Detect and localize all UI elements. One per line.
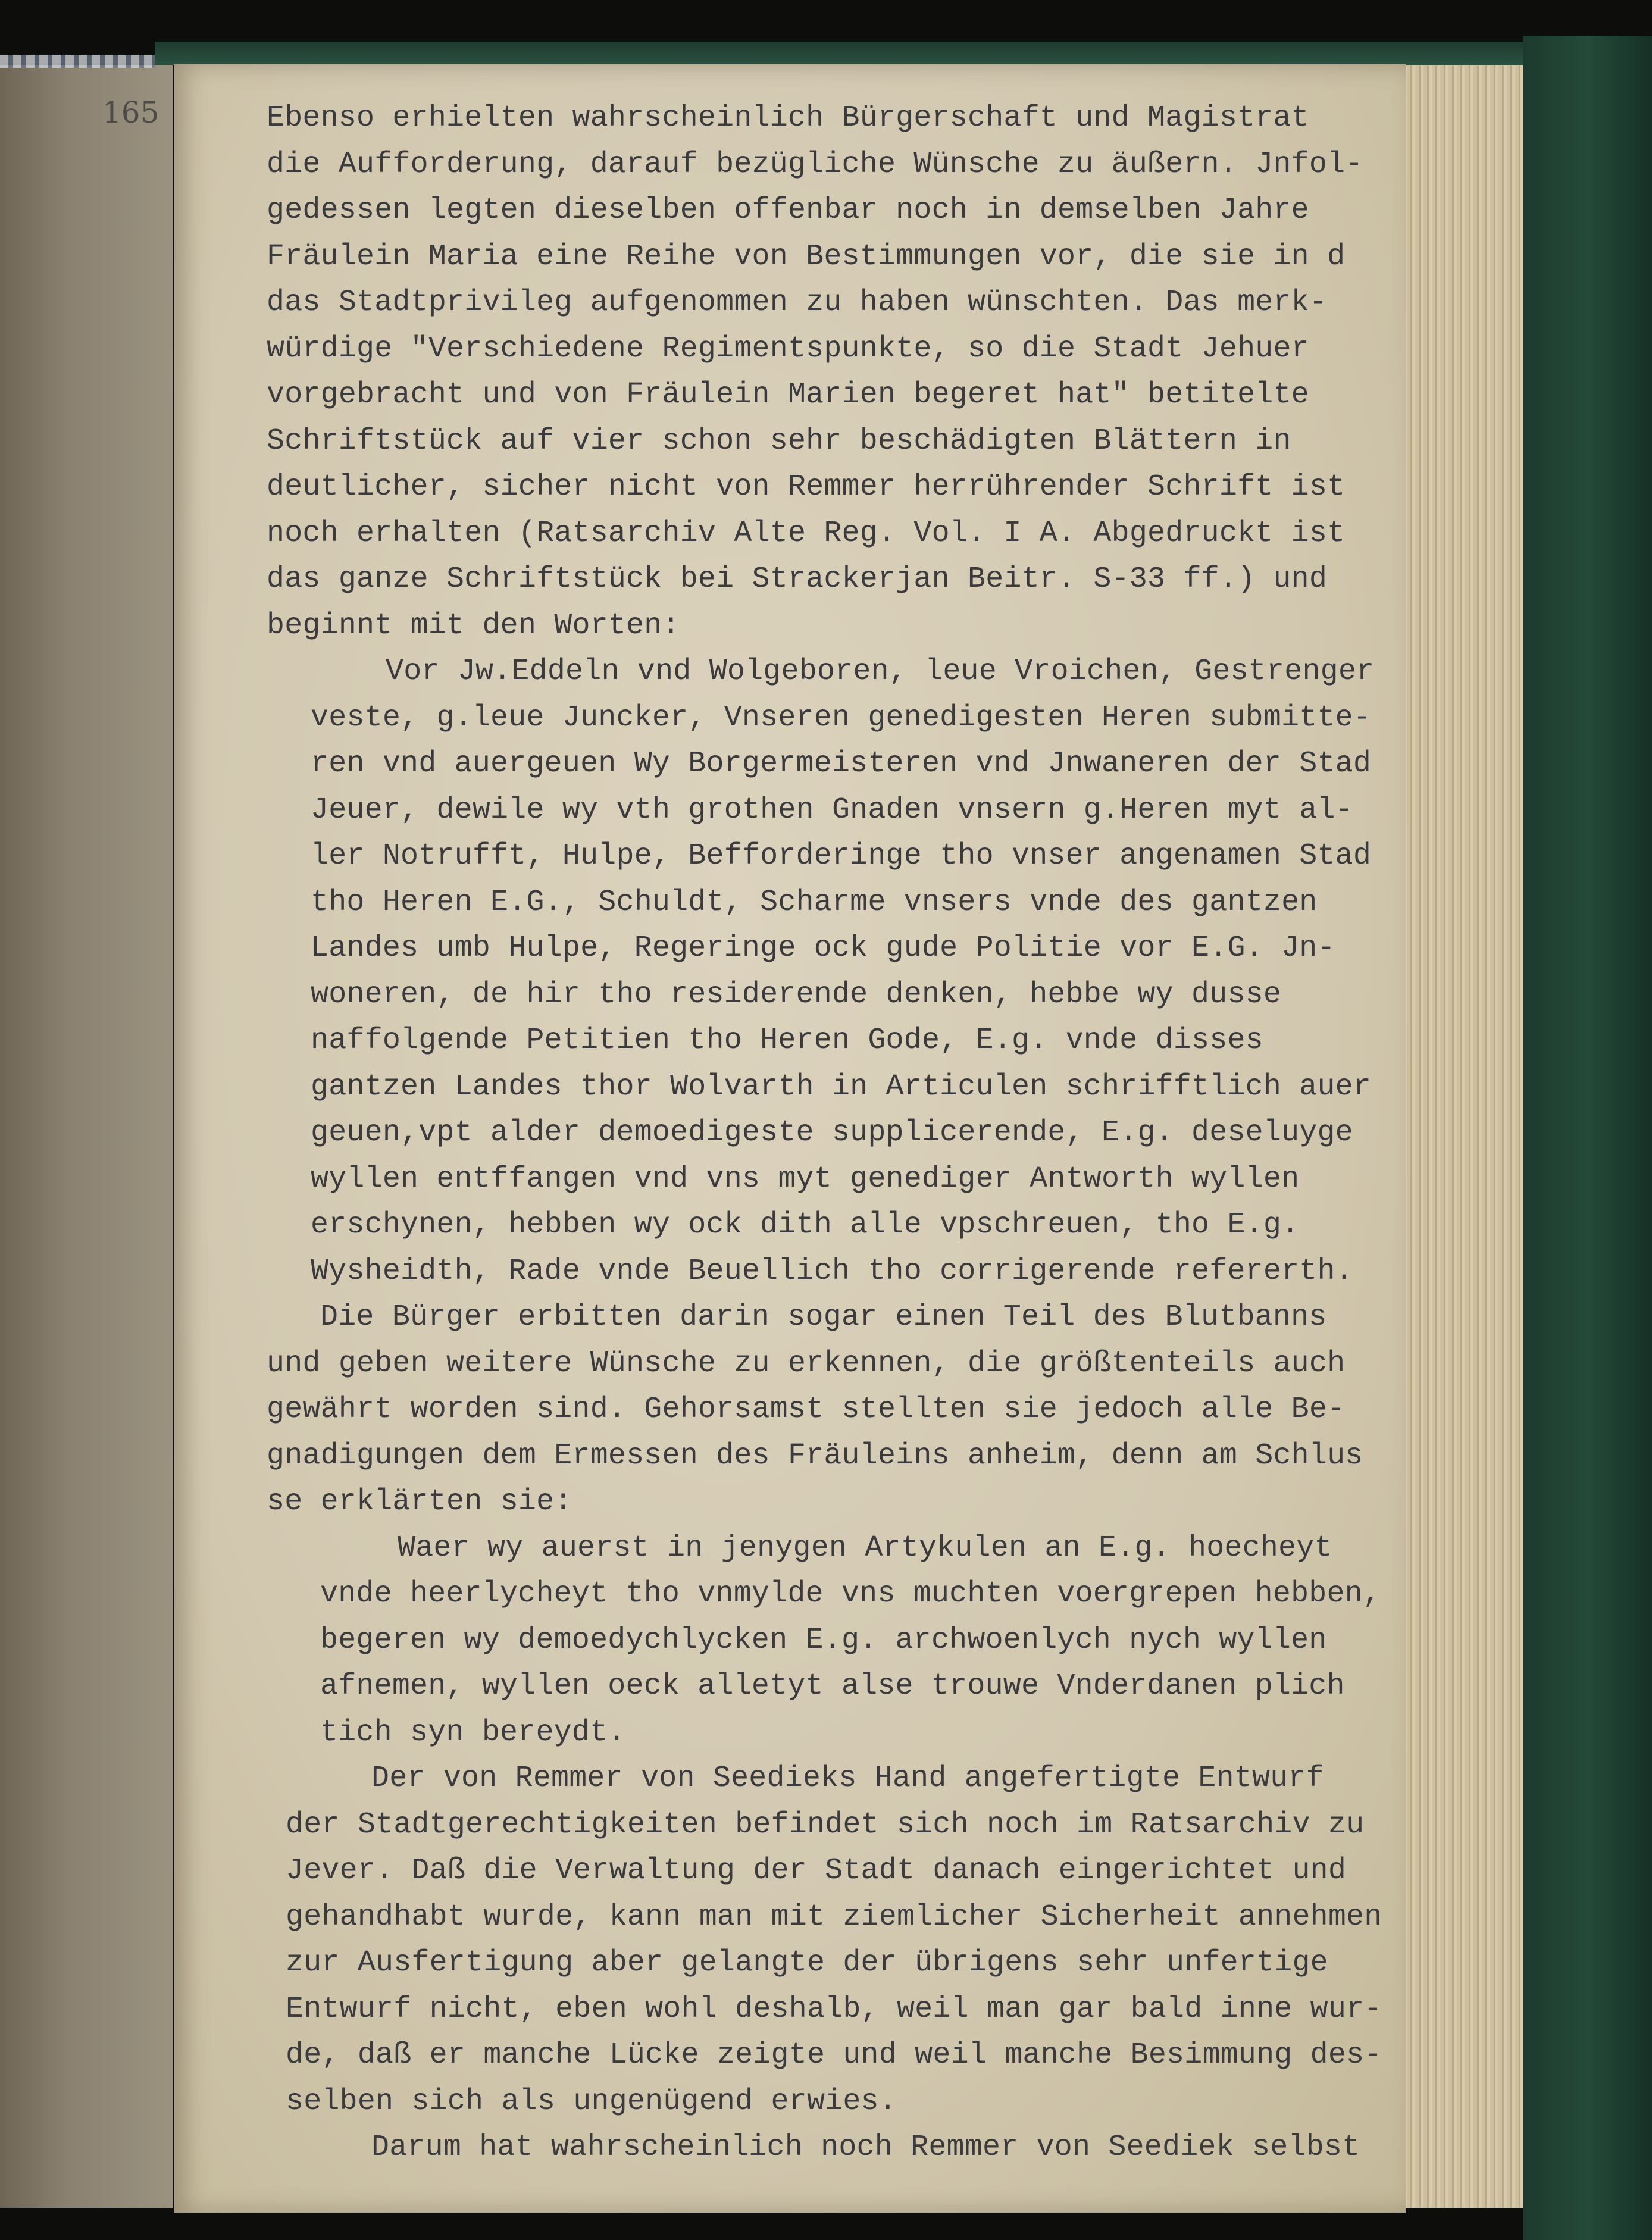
text-line: würdige "Verschiedene Regimentspunkte, so die Stadt Jehuer: [267, 331, 1309, 366]
quote-line: vnde heerlycheyt tho vnmylde vns muchten voergrepen hebben,: [320, 1577, 1381, 1611]
quote-line: Jeuer, dewile wy vth grothen Gnaden vnsern g.Heren myt al-: [311, 793, 1353, 827]
quote-line: Vor Jw.Eddeln vnd Wolgeboren, leue Vroichen, Gestrenger: [386, 655, 1375, 689]
quote-line: Wysheidth, Rade vnde Beuellich tho corrigerende refererth.: [311, 1254, 1353, 1288]
text-line: gewährt worden sind. Gehorsamst stellten sie jedoch alle Be-: [267, 1393, 1346, 1426]
quote-line: tich syn bereydt.: [320, 1715, 626, 1750]
quote-line: gantzen Landes thor Wolvarth in Articulen schrifftlich auer: [311, 1069, 1372, 1104]
text-line: das ganze Schriftstück bei Strackerjan Beitr. S-33 ff.) und: [267, 562, 1328, 596]
text-line: Die Bürger erbitten darin sogar einen Teil des Blutbanns: [320, 1300, 1327, 1334]
quote-line: geuen,vpt alder demoedigeste supplicerende, E.g. deseluyge: [311, 1116, 1353, 1150]
text-line: se erklärten sie:: [267, 1485, 572, 1519]
text-line: das Stadtprivileg aufgenommen zu haben wünschten. Das merk-: [267, 286, 1328, 320]
page-number: 165: [102, 95, 159, 130]
quote-line: ren vnd auergeuen Wy Borgermeisteren vnd Jnwaneren der Stad: [311, 747, 1372, 781]
quote-line: begeren wy demoedychlycken E.g. archwoenlych nych wyllen: [320, 1623, 1327, 1657]
text-line: Schriftstück auf vier schon sehr beschädigten Blättern in: [267, 424, 1291, 458]
page-stack-edges: [1398, 65, 1523, 2208]
text-line: der Stadtgerechtigkeiten befindet sich noch im Ratsarchiv zu: [286, 1807, 1365, 1842]
book-binding: [1523, 36, 1652, 2240]
text-line: gehandhabt wurde, kann man mit ziemlicher Sicherheit annehmen: [286, 1900, 1382, 1934]
quote-line: wyllen entffangen vnd vns myt genediger Antworth wyllen: [311, 1162, 1300, 1196]
text-line: Fräulein Maria eine Reihe von Bestimmungen vor, die sie in d: [267, 239, 1346, 274]
text-line: deutlicher, sicher nicht von Remmer herrührender Schrift ist: [267, 470, 1346, 504]
text-line: Entwurf nicht, eben wohl deshalb, weil man gar bald inne wur-: [286, 1992, 1382, 2026]
quote-line: veste, g.leue Juncker, Vnseren genedigesten Heren submitte-: [311, 700, 1372, 735]
text-line: gedessen legten dieselben offenbar noch in demselben Jahre: [267, 193, 1309, 227]
text-line: Der von Remmer von Seedieks Hand angefertigte Entwurf: [371, 1762, 1324, 1795]
text-line: gnadigungen dem Ermessen des Fräuleins anheim, denn am Schlus: [267, 1438, 1363, 1473]
quote-line: erschynen, hebben wy ock dith alle vpschreuen, tho E.g.: [311, 1208, 1300, 1242]
quote-line: naffolgende Petitien tho Heren Gode, E.g. vnde disses: [311, 1024, 1263, 1058]
text-line: Darum hat wahrscheinlich noch Remmer von Seediek selbst: [371, 2130, 1360, 2164]
quote-line: tho Heren E.G., Schuldt, Scharme vnsers vnde des gantzen: [311, 885, 1318, 919]
quote-line: ler Notrufft, Hulpe, Befforderinge tho vnser angenamen Stad: [311, 839, 1372, 873]
text-line: de, daß er manche Lücke zeigte und weil manche Besimmung des-: [286, 2038, 1382, 2072]
text-line: Ebenso erhielten wahrscheinlich Bürgerschaft und Magistrat: [267, 101, 1309, 135]
text-line: vorgebracht und von Fräulein Marien begeret hat" betitelte: [267, 378, 1309, 412]
previous-page-edge: [0, 65, 173, 2208]
quote-line: Waer wy auerst in jenygen Artykulen an E.g. hoecheyt: [398, 1531, 1332, 1565]
typewritten-text: [267, 95, 1397, 2171]
text-line: beginnt mit den Worten:: [267, 608, 680, 643]
text-line: und geben weitere Wünsche zu erkennen, die größtenteils auch: [267, 1346, 1346, 1381]
quote-line: woneren, de hir tho residerende denken, hebbe wy dusse: [311, 977, 1282, 1012]
text-line: noch erhalten (Ratsarchiv Alte Reg. Vol. I A. Abgedruckt ist: [267, 516, 1346, 550]
binding-top-edge: [155, 42, 1642, 65]
text-line: die Aufforderung, darauf bezügliche Wünsche zu äußern. Jnfol-: [267, 147, 1363, 182]
text-line: Jever. Daß die Verwaltung der Stadt danach eingerichtet und: [286, 1854, 1347, 1888]
quote-line: afnemen, wyllen oeck alletyt alse trouwe Vnderdanen plich: [320, 1669, 1345, 1703]
text-line: selben sich als ungenügend erwies.: [286, 2084, 897, 2119]
spine-stitching: [0, 55, 155, 68]
quote-line: Landes umb Hulpe, Regeringe ock gude Politie vor E.G. Jn-: [311, 931, 1335, 965]
text-line: zur Ausfertigung aber gelangte der übrigens sehr unfertige: [286, 1946, 1328, 1980]
